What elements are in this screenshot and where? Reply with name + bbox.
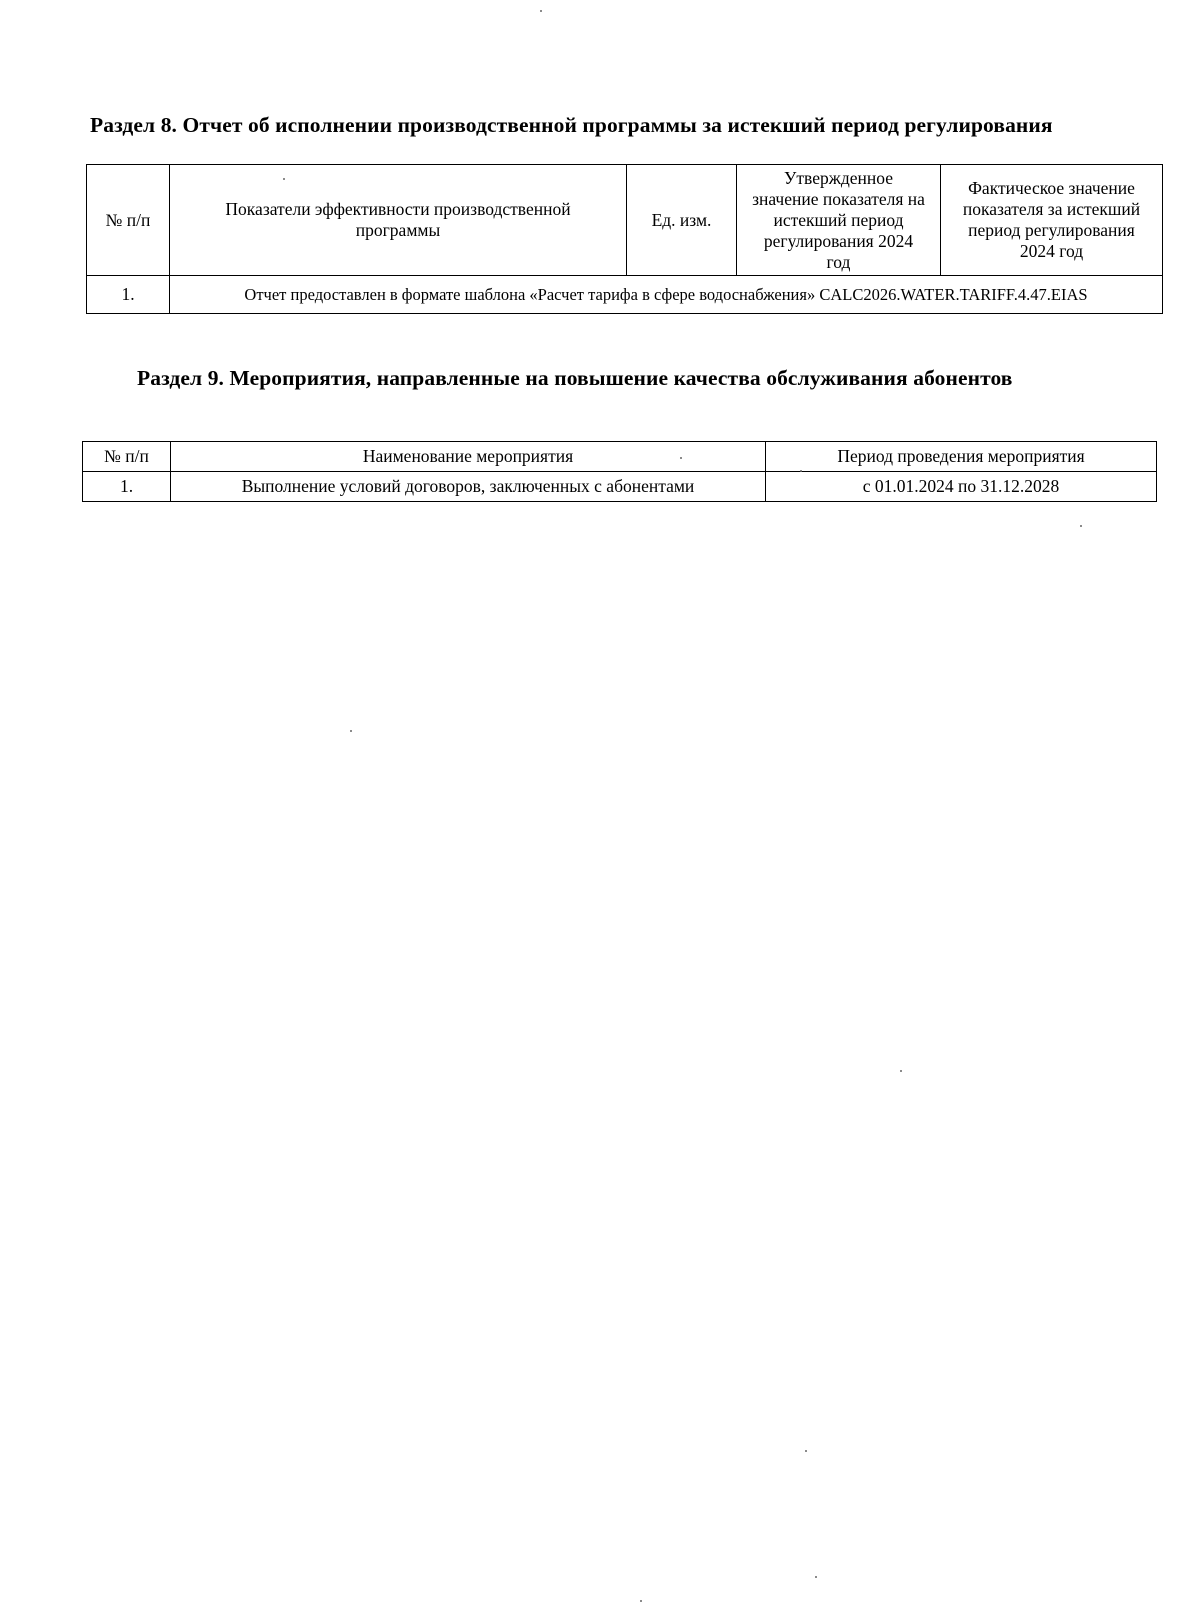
row-period: с 01.01.2024 по 31.12.2028 <box>766 472 1157 502</box>
header-period: Период проведения мероприятия <box>766 442 1157 472</box>
header-num: № п/п <box>87 165 170 276</box>
scan-speck <box>350 730 352 732</box>
section-8-title: Раздел 8. Отчет об исполнении производственной программы за истекший период регулирования <box>90 113 1053 137</box>
header-actual: Фактическое значение показателя за истекший период регулирования 2024 год <box>941 165 1163 276</box>
scan-speck <box>815 1576 817 1578</box>
scan-speck <box>283 178 285 180</box>
scan-speck <box>900 1070 902 1072</box>
table-row <box>83 472 1157 502</box>
row-name: Выполнение условий договоров, заключенных с абонентами <box>171 472 766 502</box>
header-unit: Ед. изм. <box>627 165 737 276</box>
scan-speck <box>1080 525 1082 527</box>
header-name: Наименование мероприятия <box>171 442 766 472</box>
scan-speck <box>540 10 542 12</box>
scan-speck <box>800 470 802 472</box>
table-header-row <box>83 442 1157 472</box>
row-num: 1. <box>83 472 171 502</box>
section-8-table <box>86 164 1163 314</box>
header-indicators: Показатели эффективности производственной программы <box>170 165 627 276</box>
section-9-table <box>82 441 1157 502</box>
row-report-note: Отчет предоставлен в формате шаблона «Расчет тарифа в сфере водоснабжения» CALC2026.WATER.TARIFF.4.47.EIAS <box>170 276 1163 314</box>
scan-speck <box>805 1450 807 1452</box>
row-num: 1. <box>87 276 170 314</box>
table-header-row <box>87 165 1163 276</box>
table-row <box>87 276 1163 314</box>
header-num: № п/п <box>83 442 171 472</box>
scan-speck <box>640 1600 642 1602</box>
header-approved: Утвержденное значение показателя на истекший период регулирования 2024 год <box>737 165 941 276</box>
section-9-title: Раздел 9. Мероприятия, направленные на повышение качества обслуживания абонентов <box>137 366 1013 390</box>
scan-speck <box>680 457 682 459</box>
